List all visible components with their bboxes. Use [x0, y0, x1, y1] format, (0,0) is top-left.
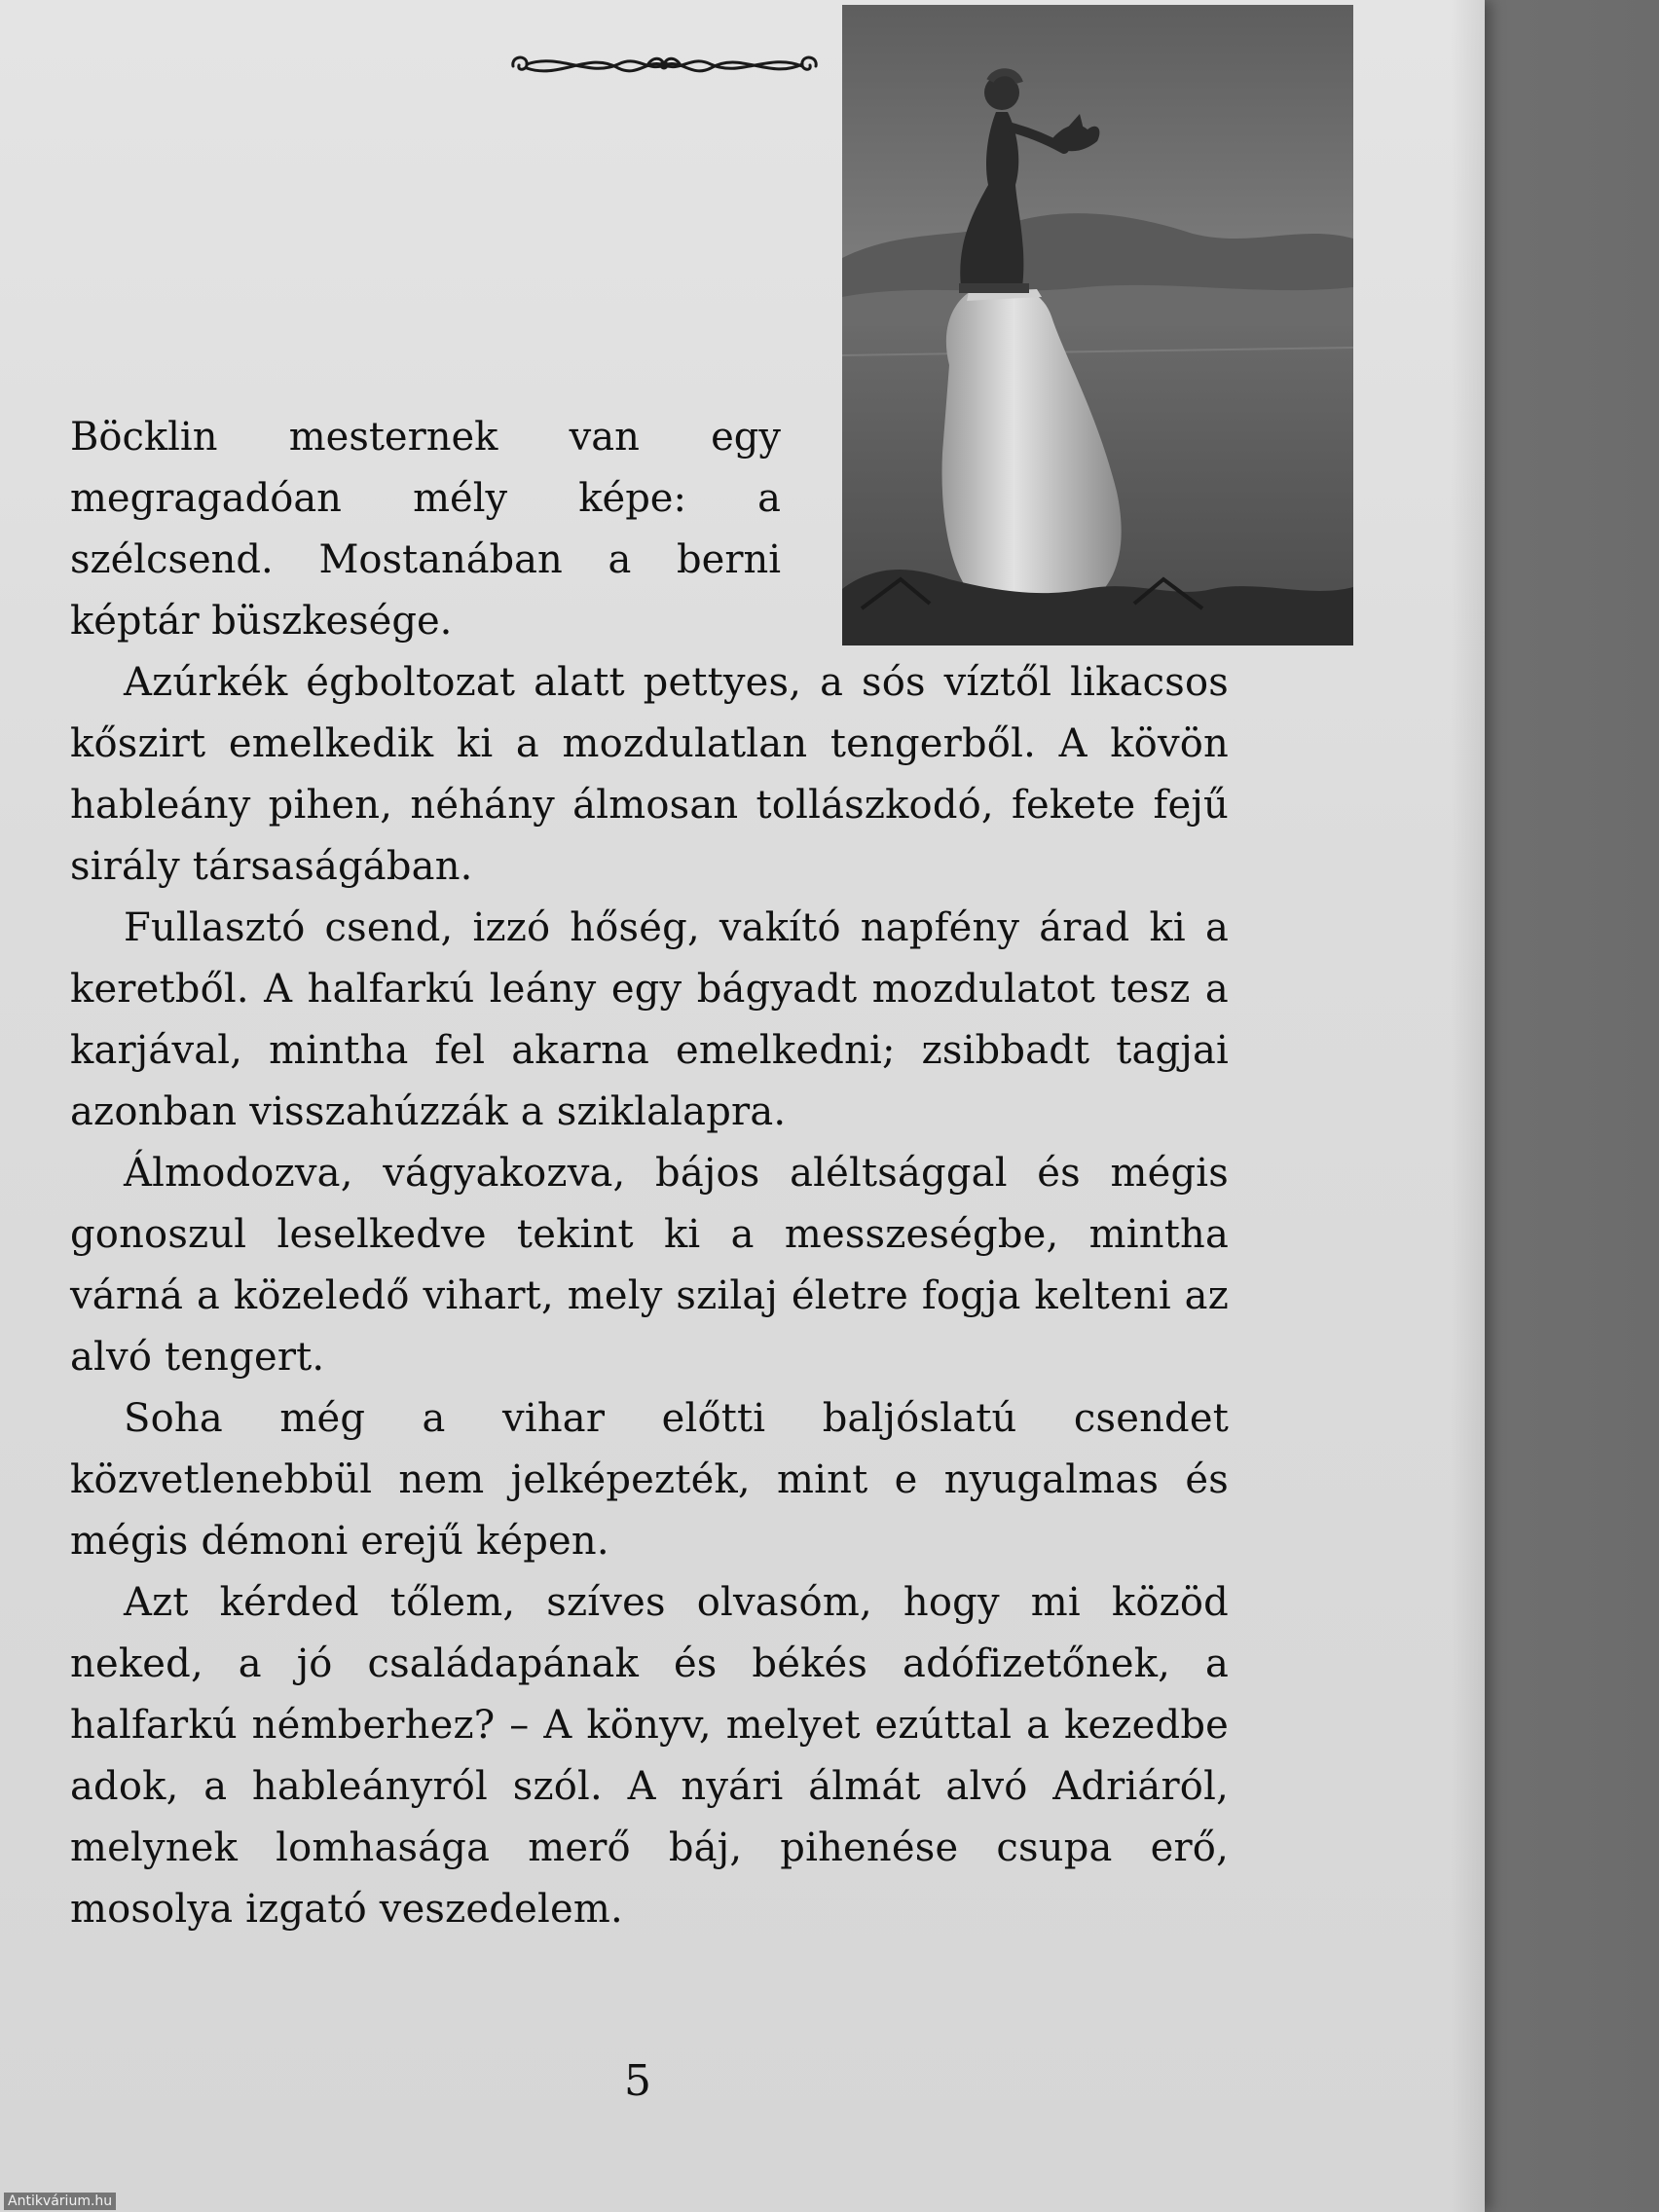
paragraph: Azúrkék égboltozat alatt pettyes, a sós víztől likacsos kőszirt emelkedik ki a mozdulatlan tengerből. A kövön hableány pihen, néhány álmosan tollászkodó, fekete fejű sirály társaságában. [70, 660, 1229, 889]
watermark-text: Antikvárium.hu [4, 2193, 116, 2210]
body-text [70, 407, 1229, 1940]
page-edge-shadow [1451, 0, 1485, 2212]
page-number: 5 [624, 2056, 651, 2106]
intro-paragraph: Böcklin mesternek van egy megragadóan mély képe: a szélcsend. Mostanában a berni képtár büszkesége. [70, 415, 781, 644]
paragraph: Fullasztó csend, izzó hőség, vakító napfény árad ki a keretből. A halfarkú leány egy bágyadt mozdulatot tesz a karjával, mintha fel akarna emelkedni; zsibbadt tagjai azonban visszahúzzák a sziklalapra. [70, 905, 1229, 1134]
paragraph: Álmodozva, vágyakozva, bájos aléltsággal és mégis gonoszul leselkedve tekint ki a messzeségbe, mintha várná a közeledő vihart, mely szilaj életre fogja kelteni az alvó tengert. [70, 1151, 1229, 1380]
paragraph: Azt kérded tőlem, szíves olvasóm, hogy mi közöd neked, a jó családapának és békés adófizetőnek, a halfarkú némberhez? – A könyv, melyet ezúttal a kezedbe adok, a hableányról szól. A nyári álmát alvó Adriáról, melynek lomhasága merő báj, pihenése csupa erő, mosolya izgató veszedelem. [70, 1580, 1229, 1932]
scroll-flourish-ornament-icon [501, 39, 828, 92]
paragraph: Soha még a vihar előtti baljóslatú csendet közvetlenebbül nem jelképezték, mint e nyugalmas és mégis démoni erejű képen. [70, 1396, 1229, 1564]
